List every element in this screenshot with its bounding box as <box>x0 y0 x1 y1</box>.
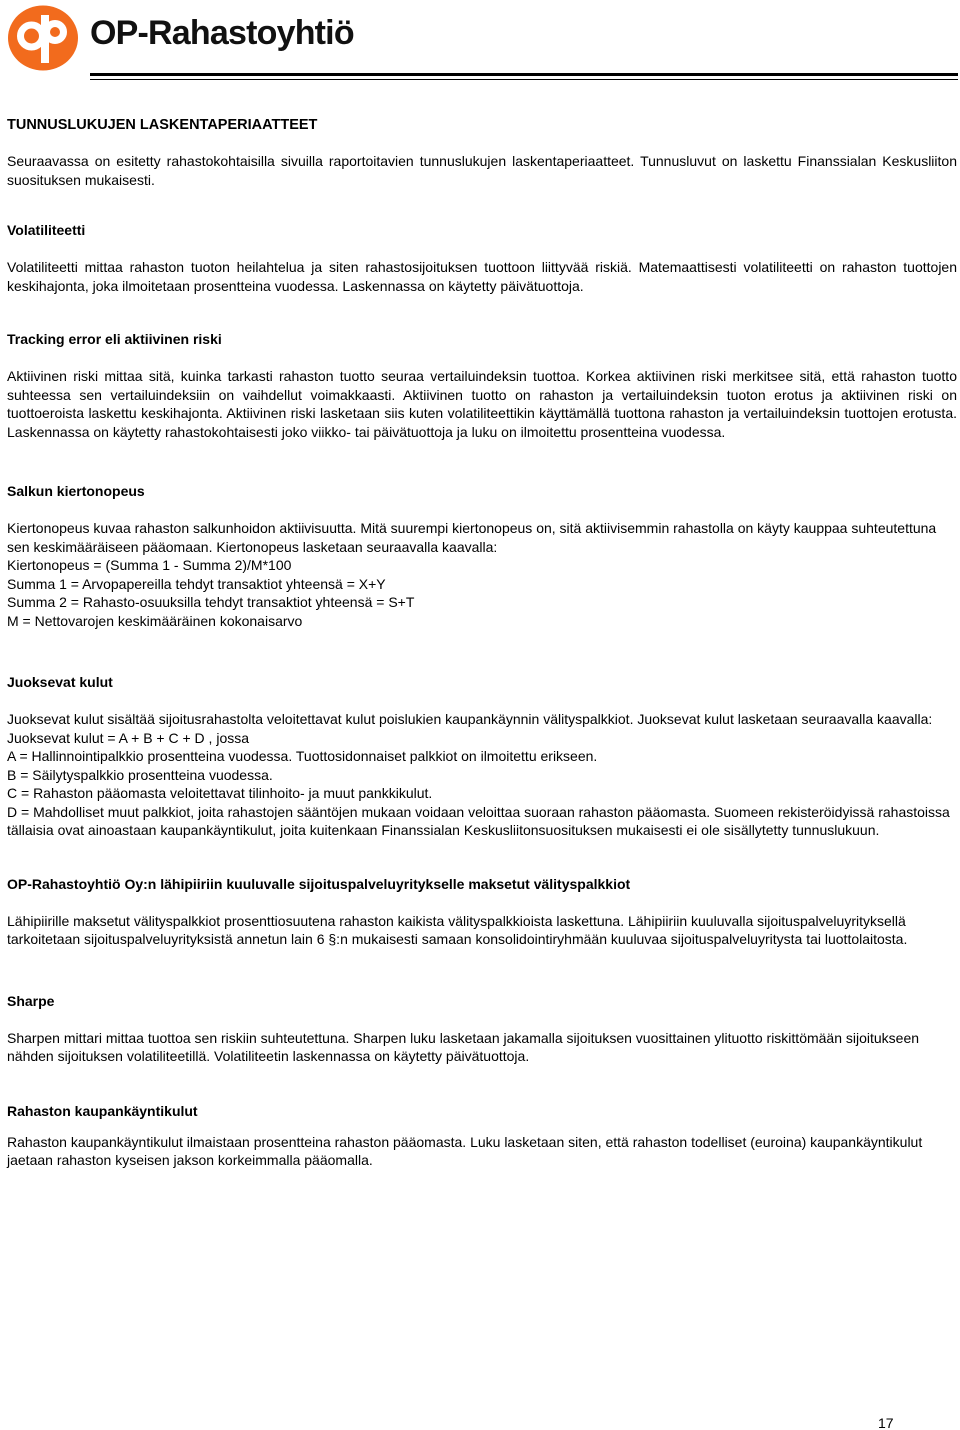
formula-line: Kiertonopeus = (Summa 1 - Summa 2)/M*100 <box>7 557 292 573</box>
sharpe-heading: Sharpe <box>7 992 55 1009</box>
trading-body: Rahaston kaupankäyntikulut ilmaistaan prosentteina rahaston pääomasta. Luku lasketaan siten, että rahaston todelliset (euroina) kaupankäyntikulut jaetaan rahaston kyseisen jakson korkeimmalla pääomalla. <box>7 1133 923 1168</box>
commissions-heading: OP-Rahastoyhtiö Oy:n lähipiiriin kuuluvalle sijoituspalveluyritykselle maksetut välityspalkkiot <box>7 875 631 892</box>
tracking-body: Aktiivinen riski mittaa sitä, kuinka tarkasti rahaston tuotto seuraa vertailuindeksin tuottoa. Korkea aktiivinen riski merkitsee sitä, että rahaston tuotto suhteessa sen vertailuindeksiin on vaihdellut voimakkaasti. Aktiivinen tuotto on rahaston ja vertailuindeksin tuoton erotus ja aktiivinen riski on tuottoeroista laskettu keskihajonta. Aktiivinen riski lasketaan siis kuten volatiliteettikin käyttämällä tuottona rahaston ja vertailuindeksin tuottojen erotusta. Laskennassa on käytetty rahastokohtaisesti joko viikko- tai päivätuottoja ja luku on ilmoitettu prosentteina vuodessa. <box>7 368 957 440</box>
turnover-formula <box>7 556 957 630</box>
formula-line: A = Hallinnointipalkkio prosentteina vuodessa. Tuottosidonnaiset palkkiot on ilmoitettu erikseen. <box>7 748 598 764</box>
brand-name: OP-Rahastoyhtiö <box>90 14 354 52</box>
formula-line: C = Rahaston pääomasta veloitettavat tilinhoito- ja muut pankkikulut. <box>7 785 433 801</box>
page-number: 17 <box>878 1415 894 1430</box>
page-title: TUNNUSLUKUJEN LASKENTAPERIAATTEET <box>7 117 318 133</box>
volatility-heading: Volatiliteetti <box>7 222 86 238</box>
formula-line: M = Nettovarojen keskimääräinen kokonaisarvo <box>7 612 303 629</box>
intro-paragraph: Seuraavassa on esitetty rahastokohtaisilla sivuilla raportoitavien tunnuslukujen laskentaperiaatteet. Tunnusluvut on laskettu Finanssialan Keskusliiton suosituksen mukaisesti. <box>7 153 957 188</box>
costs-formula <box>7 729 957 803</box>
turnover-body: Kiertonopeus kuvaa rahaston salkunhoidon aktiivisuutta. Mitä suurempi kiertonopeus on, sitä aktiivisemmin rahastolla on käyty kauppaa suhteutettuna sen keskimääräiseen pääomaan. Kiertonopeus lasketaan seuraavalla kaavalla: <box>7 520 937 555</box>
formula-line: Summa 1 = Arvopapereilla tehdyt transaktiot yhteensä = X+Y <box>7 575 386 592</box>
document-body <box>7 116 957 1170</box>
commissions-body: Lähipiirille maksetut välityspalkkiot prosenttiosuutena rahaston kaikista välityspalkkioista laskettuna. Lähipiiriin kuuluvalla sijoituspalveluyrityksellä tarkoitetaan sijoituspalveluyrityksistä annetun lain 6 §:n mukaisesti samaan konsolidointiryhmään kuuluvaa sijoituspalveluyritysta tai luottolaitosta. <box>7 912 908 947</box>
header-rule <box>90 73 958 76</box>
costs-body-last: D = Mahdolliset muut palkkiot, joita rahastojen sääntöjen mukaan voidaan veloittaa suoraan rahaston pääomasta. Suomeen rekisteröidyissä rahastoissa tällaisia ovat ainoastaan kaupankäyntikulut, joita kuitenkaan Finanssialan Keskusliitonsuosituksen mukaisesti ei ole sisällytetty tunnuslukuun. <box>7 803 950 838</box>
tracking-heading: Tracking error eli aktiivinen riski <box>7 331 222 347</box>
formula-line: Summa 2 = Rahasto-osuuksilla tehdyt transaktiot yhteensä = S+T <box>7 594 415 610</box>
formula-line: B = Säilytyspalkkio prosentteina vuodessa. <box>7 766 273 783</box>
page-header <box>0 0 960 82</box>
sharpe-body: Sharpen mittari mittaa tuottoa sen riskiin suhteutettuna. Sharpen luku lasketaan jakamalla sijoituksen vuosittainen ylituotto riskittömään sijoitukseen nähden sijoituksen volatiliteetillä. Volatiliteetin laskennassa on käytetty päivätuottoja. <box>7 1029 920 1064</box>
formula-line: Juoksevat kulut = A + B + C + D , jossa <box>7 729 250 746</box>
volatility-body: Volatiliteetti mittaa rahaston tuoton heilahtelua ja siten rahastosijoituksen tuottoon liittyvää riskiä. Matemaattisesti volatiliteetti on rahaston tuottojen keskihajonta, joka ilmoitetaan prosentteina vuodessa. Laskennassa on käytetty päivätuottoja. <box>7 259 957 294</box>
turnover-heading: Salkun kiertonopeus <box>7 483 145 499</box>
op-logo-icon <box>7 5 79 71</box>
trading-heading: Rahaston kaupankäyntikulut <box>7 1102 198 1119</box>
header-rule-thin <box>90 79 958 80</box>
costs-body: Juoksevat kulut sisältää sijoitusrahastolta veloitettavat kulut poislukien kaupankäynnin välityspalkkiot. Juoksevat kulut lasketaan seuraavalla kaavalla: <box>7 711 933 727</box>
costs-heading: Juoksevat kulut <box>7 674 113 690</box>
